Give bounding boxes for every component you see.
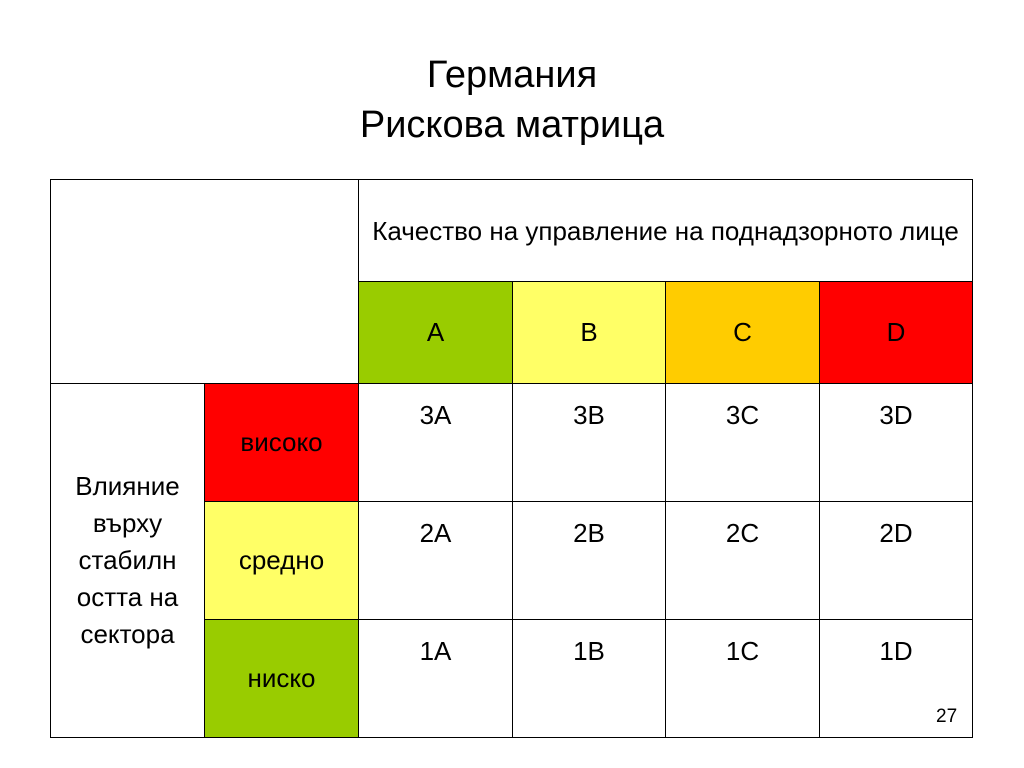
grade-header-d: D [820, 282, 973, 384]
cell-3c: 3C [666, 384, 820, 502]
level-high: високо [205, 384, 359, 502]
cell-2a: 2A [359, 502, 513, 620]
cell-3d: 3D [820, 384, 973, 502]
matrix-row-high [51, 384, 973, 502]
grade-header-a: A [359, 282, 513, 384]
grade-header-c: C [666, 282, 820, 384]
cell-2b: 2B [513, 502, 666, 620]
cell-1c: 1C [666, 620, 820, 738]
row-header-impact: Влияние върху стабилн остта на сектора [51, 384, 205, 738]
cell-3b: 3B [513, 384, 666, 502]
grade-header-b: B [513, 282, 666, 384]
title-line-country: Германия [426, 54, 598, 96]
slide-title [0, 50, 1024, 150]
cell-1b: 1B [513, 620, 666, 738]
cell-3a: 3A [359, 384, 513, 502]
page-number: 27 [936, 706, 958, 727]
cell-1a: 1A [359, 620, 513, 738]
title-line-matrix: Рискова матрица [359, 104, 665, 146]
risk-matrix-table [50, 179, 973, 738]
level-low: ниско [205, 620, 359, 738]
cell-2c: 2C [666, 502, 820, 620]
cell-1d: 1D [820, 620, 973, 738]
level-medium: средно [205, 502, 359, 620]
empty-corner-cell [51, 180, 359, 384]
cell-2d: 2D [820, 502, 973, 620]
header-row-quality [51, 180, 973, 282]
column-header-quality: Качество на управление на поднадзорното лице [359, 180, 973, 282]
